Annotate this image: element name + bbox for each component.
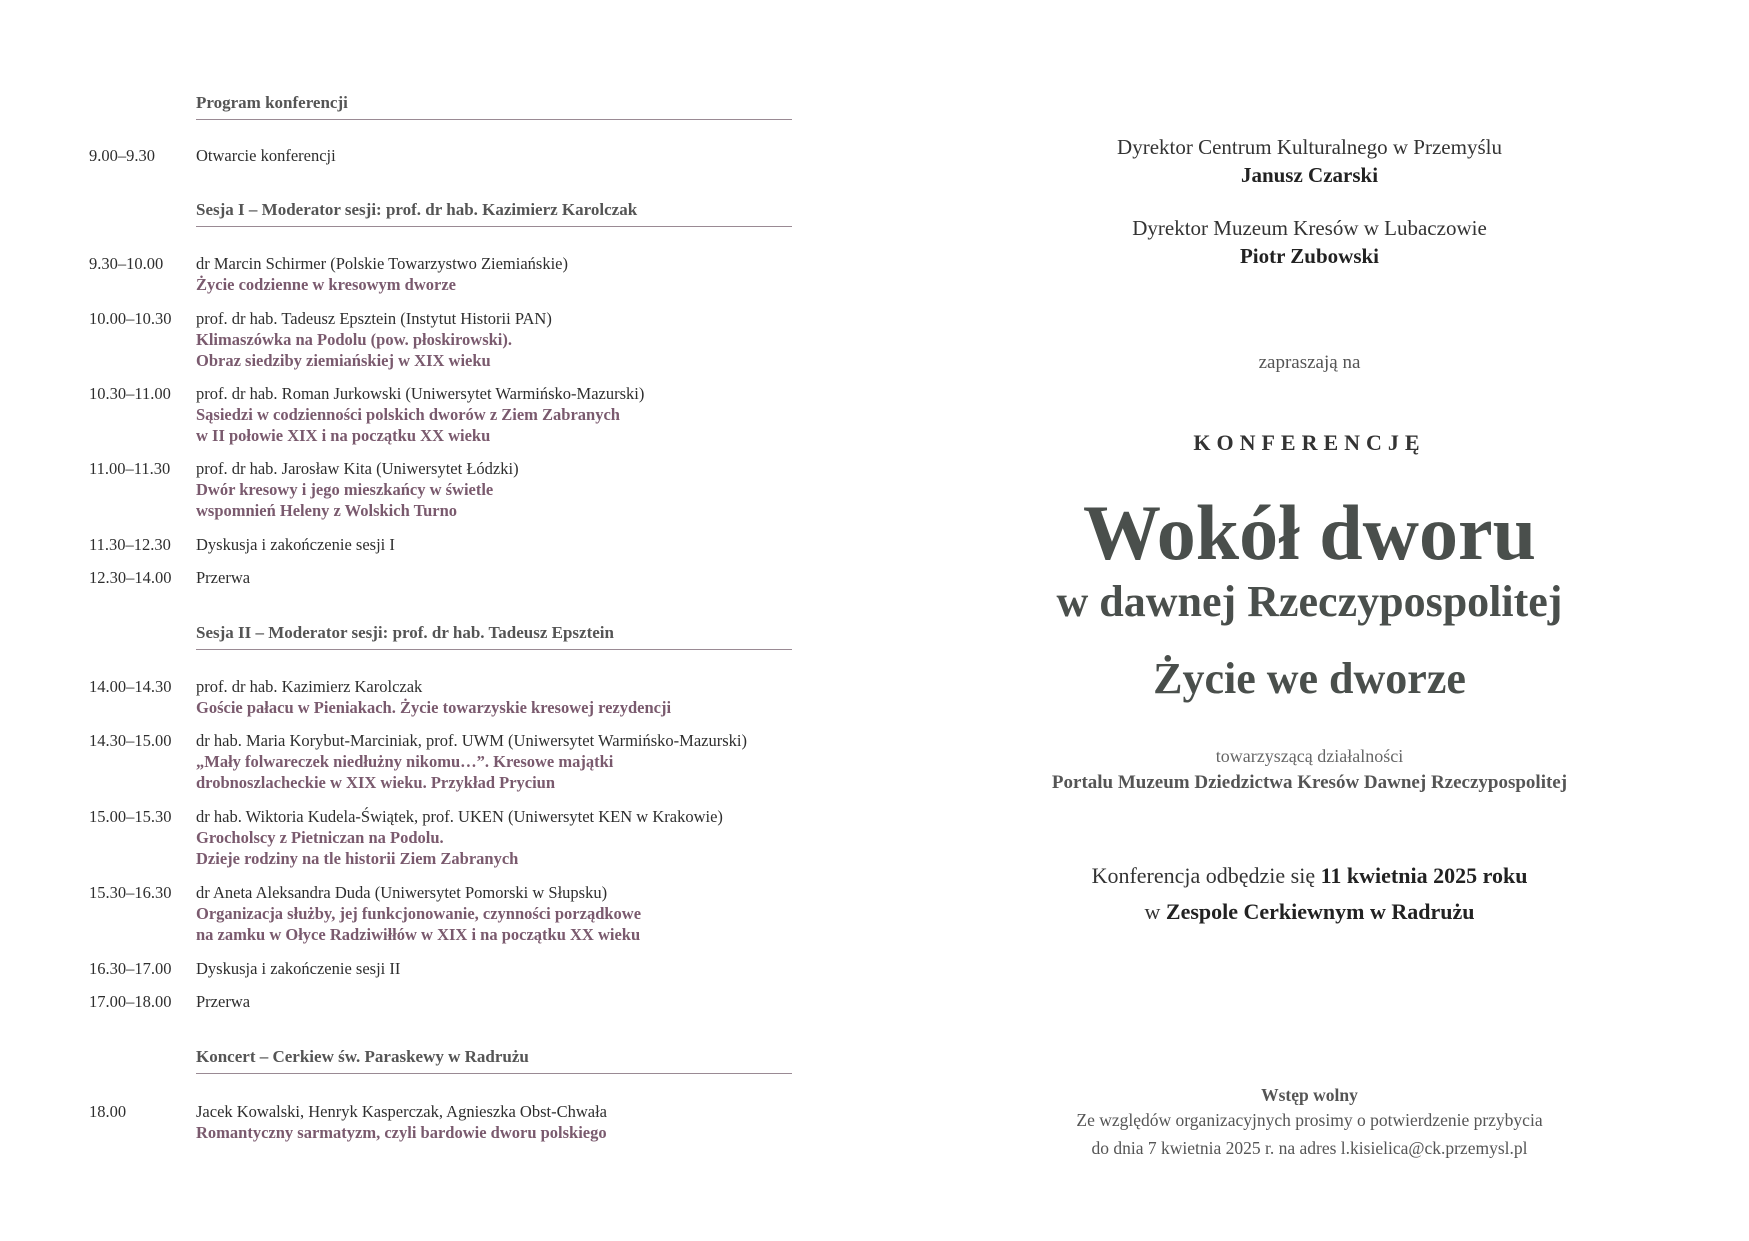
- host-role: Dyrektor Centrum Kulturalnego w Przemyślu: [1117, 135, 1502, 159]
- time-slot: 14.30–15.00: [89, 731, 172, 750]
- invite-text: zapraszają na: [1258, 352, 1361, 373]
- invitation-page: [870, 0, 1749, 1241]
- talk-title: Organizacja służby, jej funkcjonowanie, czynności porządkowe: [196, 904, 642, 923]
- konferencje-label: KONFERENCJĘ: [1193, 430, 1426, 455]
- speaker: prof. dr hab. Roman Jurkowski (Uniwersytet Warmińsko-Mazurski): [196, 384, 645, 403]
- concert-program-title: Romantyczny sarmatyzm, czyli bardowie dworu polskiego: [196, 1123, 607, 1142]
- concert-header: [196, 1047, 792, 1074]
- talk-title: w II połowie XIX i na początku XX wieku: [196, 426, 491, 445]
- time-slot: 15.00–15.30: [89, 807, 172, 826]
- free-entry: Wstęp wolny: [1261, 1085, 1358, 1105]
- concert-title: Koncert – Cerkiew św. Paraskewy w Radrużu: [196, 1047, 792, 1074]
- time-slot: 12.30–14.00: [89, 568, 172, 587]
- time-slot: 18.00: [89, 1102, 127, 1121]
- talk-title: drobnoszlacheckie w XIX wieku. Przykład Pryciun: [196, 773, 556, 792]
- talk-title: „Mały folwareczek niedłużny nikomu…”. Kresowe majątki: [196, 752, 614, 771]
- rsvp-line: Ze względów organizacyjnych prosimy o potwierdzenie przybycia: [1076, 1110, 1543, 1130]
- talk-title: Sąsiedzi w codzienności polskich dworów z Ziem Zabranych: [196, 405, 620, 424]
- speaker: dr Aneta Aleksandra Duda (Uniwersytet Pomorski w Słupsku): [196, 883, 608, 902]
- performers: Jacek Kowalski, Henryk Kasperczak, Agnieszka Obst-Chwała: [196, 1102, 607, 1121]
- time-slot: 9.00–9.30: [89, 146, 155, 165]
- event-text: Przerwa: [196, 568, 251, 587]
- program-title: Program konferencji: [196, 93, 792, 120]
- conference-subtitle: w dawnej Rzeczypospolitej: [1056, 577, 1563, 626]
- time-slot: 9.30–10.00: [89, 254, 164, 273]
- speaker: dr hab. Wiktoria Kudela-Świątek, prof. UKEN (Uniwersytet KEN w Krakowie): [196, 807, 723, 826]
- conference-title: Wokół dworu: [1083, 489, 1536, 576]
- program-page: [0, 0, 870, 1241]
- event-text: Otwarcie konferencji: [196, 146, 336, 165]
- time-slot: 17.00–18.00: [89, 992, 172, 1011]
- host-name: Janusz Czarski: [1240, 163, 1379, 187]
- host-role: Dyrektor Muzeum Kresów w Lubaczowie: [1132, 216, 1487, 240]
- event-text: Dyskusja i zakończenie sesji I: [196, 535, 395, 554]
- place-value: Zespole Cerkiewnym w Radrużu: [1165, 899, 1475, 924]
- talk-title: wspomnień Heleny z Wolskich Turno: [196, 501, 458, 520]
- date-place: [870, 858, 1749, 930]
- time-slot: 10.30–11.00: [89, 384, 171, 403]
- host-1: [870, 133, 1749, 189]
- time-slot: 16.30–17.00: [89, 959, 172, 978]
- place-prefix: w: [1144, 899, 1161, 924]
- speaker: prof. dr hab. Tadeusz Epsztein (Instytut Historii PAN): [196, 309, 552, 328]
- date-prefix: Konferencja odbędzie się: [1091, 863, 1316, 888]
- host-name: Piotr Zubowski: [1239, 244, 1380, 268]
- conference-theme: Życie we dworze: [1153, 654, 1466, 703]
- talk-title: Dzieje rodziny na tle historii Ziem Zabranych: [196, 849, 519, 868]
- date-line: [870, 858, 1749, 894]
- time-slot: 15.30–16.30: [89, 883, 172, 902]
- host-2: [870, 214, 1749, 270]
- speaker: dr Marcin Schirmer (Polskie Towarzystwo Ziemiańskie): [196, 254, 568, 273]
- session2-title: Sesja II – Moderator sesji: prof. dr hab. Tadeusz Epsztein: [196, 623, 792, 650]
- talk-title: Klimaszówka na Podolu (pow. płoskirowski).: [196, 330, 513, 349]
- session1-title: Sesja I – Moderator sesji: prof. dr hab. Kazimierz Karolczak: [196, 200, 792, 227]
- accompany-text: towarzyszącą działalności: [1215, 746, 1404, 766]
- event-text: Dyskusja i zakończenie sesji II: [196, 959, 401, 978]
- time-slot: 10.00–10.30: [89, 309, 172, 328]
- talk-title: Goście pałacu w Pieniakach. Życie towarzyskie kresowej rezydencji: [196, 698, 672, 717]
- talk-title: Obraz siedziby ziemiańskiej w XIX wieku: [196, 351, 491, 370]
- talk-title: na zamku w Ołyce Radziwiłłów w XIX i na początku XX wieku: [196, 925, 641, 944]
- session1-header: [196, 200, 792, 227]
- speaker: prof. dr hab. Jarosław Kita (Uniwersytet Łódzki): [196, 459, 519, 478]
- speaker: dr hab. Maria Korybut-Marciniak, prof. UWM (Uniwersytet Warmińsko-Mazurski): [196, 731, 747, 750]
- place-line: [870, 894, 1749, 930]
- speaker: prof. dr hab. Kazimierz Karolczak: [196, 677, 423, 696]
- rsvp-block: [870, 1084, 1749, 1162]
- portal-name: Portalu Muzeum Dziedzictwa Kresów Dawnej Rzeczypospolitej: [1051, 772, 1568, 793]
- talk-title: Życie codzienne w kresowym dworze: [196, 275, 456, 294]
- event-text: Przerwa: [196, 992, 251, 1011]
- date-value: 11 kwietnia 2025 roku: [1320, 863, 1528, 888]
- program-header: [196, 93, 792, 120]
- time-slot: 11.30–12.30: [89, 535, 171, 554]
- talk-title: Dwór kresowy i jego mieszkańcy w świetle: [196, 480, 494, 499]
- time-slot: 11.00–11.30: [89, 459, 171, 478]
- time-slot: 14.00–14.30: [89, 677, 172, 696]
- talk-title: Grocholscy z Pietniczan na Podolu.: [196, 828, 444, 847]
- rsvp-line: do dnia 7 kwietnia 2025 r. na adres l.kisielica@ck.przemysl.pl: [1091, 1138, 1528, 1158]
- session2-header: [196, 623, 792, 650]
